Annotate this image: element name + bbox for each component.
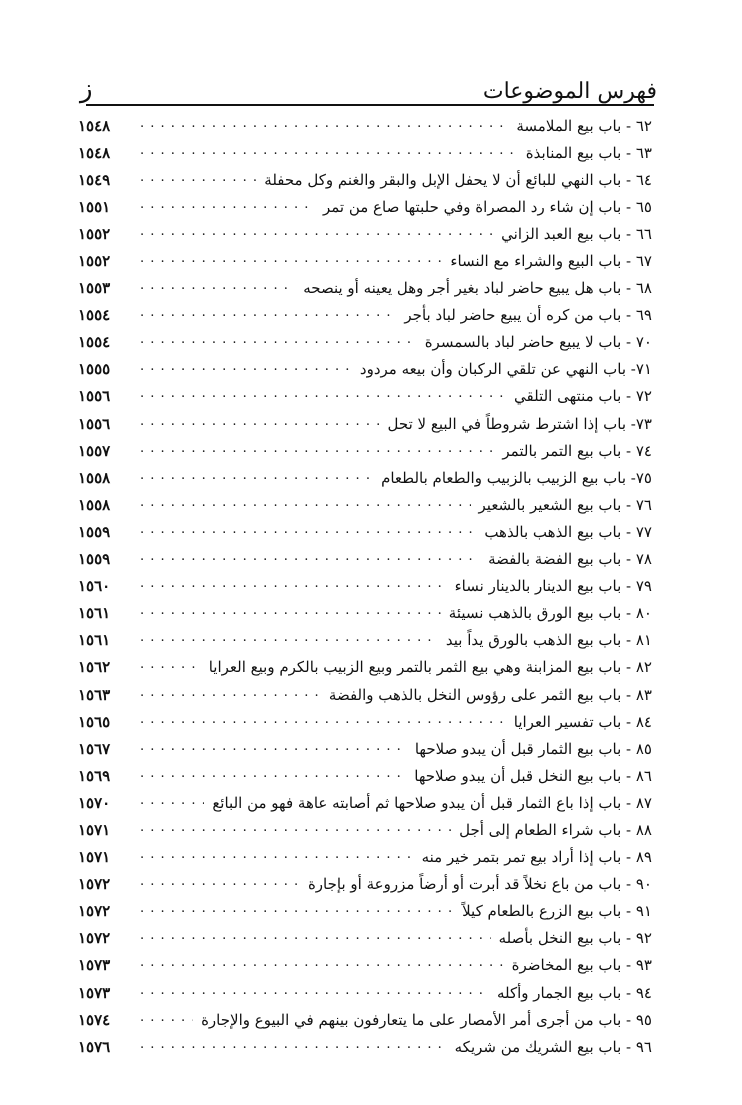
toc-page-number: ١٥٤٨ [78, 116, 111, 135]
toc-row [78, 816, 652, 843]
toc-entry-title: ٦٨ - باب هل يبيع حاضر لباد بغير أجر وهل يعينه أو ينصحه [303, 279, 652, 298]
toc-entry-title: ٩١ - باب بيع الزرع بالطعام كيلاً [462, 902, 652, 921]
toc-entry-title: ٨٣ - باب بيع الثمر على رؤوس النخل بالذهب والفضة [328, 685, 652, 704]
toc-row [78, 898, 652, 925]
dot-leader [140, 687, 321, 703]
toc-entry-title: ٨٠ - باب بيع الورق بالذهب نسيئة [448, 604, 652, 623]
toc-row [78, 166, 652, 193]
toc-entry-title: ٧٨ - باب بيع الفضة بالفضة [488, 550, 652, 569]
dot-leader [140, 1039, 447, 1055]
toc-page-number: ١٥٧٠ [78, 793, 111, 812]
toc-row [78, 627, 652, 654]
toc-row [78, 383, 652, 410]
toc-page-number: ١٥٥٧ [78, 441, 111, 460]
toc-entry-title: ٩٢ - باب بيع النخل بأصله [498, 929, 652, 948]
dot-leader [140, 930, 491, 946]
toc-page-number: ١٥٦٠ [78, 577, 111, 596]
toc-entry-title: ٧١- باب النهي عن تلقي الركبان وأن بيعه مردود [359, 360, 652, 379]
toc-page-number: ١٥٧٦ [78, 1037, 111, 1056]
toc-row [78, 681, 652, 708]
dot-leader [140, 443, 494, 459]
toc-entry-title: ٧٠ - باب لا يبيع حاضر لباد بالسمسرة [424, 333, 652, 352]
dot-leader [140, 714, 506, 730]
dot-leader [140, 253, 442, 269]
dot-leader [140, 849, 414, 865]
toc-page-number: ١٥٦٣ [78, 685, 111, 704]
toc-entry-title: ٧٧ - باب بيع الذهب بالذهب [484, 522, 652, 541]
toc-entry-title: ٦٦ - باب بيع العبد الزاني [501, 224, 652, 243]
dot-leader [140, 307, 396, 323]
toc-row [78, 437, 652, 464]
toc-row [78, 1006, 652, 1033]
toc-page-number: ١٥٦١ [78, 604, 111, 623]
toc-entry-title: ٨٢ - باب بيع المزابنة وهي بيع الثمر بالتمر وبيع الزبيب بالكرم وبيع العرايا [208, 658, 652, 677]
toc-page-number: ١٥٥٨ [78, 468, 111, 487]
toc-row [78, 762, 652, 789]
toc-row [78, 925, 652, 952]
toc-entry-title: ٨٩ - باب إذا أراد بيع تمر بتمر خير منه [421, 848, 652, 867]
toc-page-number: ١٥٧٣ [78, 956, 111, 975]
toc-page-number: ١٥٥٥ [78, 360, 111, 379]
toc-page-number: ١٥٥٦ [78, 387, 111, 406]
dot-leader [140, 578, 447, 594]
toc-entry-title: ٨٥ - باب بيع الثمار قبل أن يبدو صلاحها [414, 739, 652, 758]
toc-page-number: ١٥٥٦ [78, 414, 111, 433]
toc-page-number: ١٥٧٢ [78, 902, 111, 921]
toc-page-number: ١٥٥٨ [78, 495, 111, 514]
toc-row [78, 356, 652, 383]
toc-entry-title: ٩٤ - باب بيع الجمار وأكله [496, 983, 652, 1002]
toc-row [78, 518, 652, 545]
toc-row [78, 1033, 652, 1060]
toc-row [78, 789, 652, 816]
toc-page-number: ١٥٥٤ [78, 333, 111, 352]
toc-row [78, 410, 652, 437]
toc-row [78, 844, 652, 871]
dot-leader [140, 199, 315, 215]
toc-row [78, 546, 652, 573]
dot-leader [140, 388, 506, 404]
toc-entry-title: ٩٦ - باب بيع الشريك من شريكه [454, 1037, 652, 1056]
toc-entry-title: ٨٤ - باب تفسير العرايا [513, 712, 652, 731]
toc-entry-title: ٨٦ - باب بيع النخل قبل أن يبدو صلاحها [414, 766, 652, 785]
dot-leader [140, 524, 476, 540]
dot-leader [140, 497, 471, 513]
toc-entry-title: ٩٣ - باب بيع المخاضرة [511, 956, 652, 975]
toc-row [78, 573, 652, 600]
toc-entry-title: ٦٥ - باب إن شاء رد المصراة وفي حلبتها صاع من تمر [322, 197, 652, 216]
toc-entry-title: ٩٥ - باب من أجرى أمر الأمصار على ما يتعارفون بينهم في البيوع والإجارة [201, 1010, 652, 1029]
toc-row [78, 871, 652, 898]
dot-leader [140, 632, 438, 648]
toc-row [78, 193, 652, 220]
page-header [80, 64, 657, 104]
toc-entry-title: ٧٣- باب إذا اشترط شروطاً في البيع لا تحل [387, 414, 652, 433]
toc-row [78, 329, 652, 356]
dot-leader [140, 1012, 193, 1028]
toc-page-number: ١٥٧٢ [78, 875, 111, 894]
toc-entry-title: ٧٢ - باب منتهى التلقي [514, 387, 652, 406]
toc-entry-title: ٧٩ - باب بيع الدينار بالدينار نساء [454, 577, 652, 596]
toc-row [78, 247, 652, 274]
toc-page-number: ١٥٤٨ [78, 143, 111, 162]
toc-entry-title: ٨٨ - باب شراء الطعام إلى أجل [459, 820, 652, 839]
dot-leader [140, 470, 373, 486]
page-title: فهرس الموضوعات [482, 79, 657, 104]
page-letter: ز [80, 74, 93, 104]
dot-leader [140, 903, 454, 919]
toc-entry-title: ٦٩ - باب من كره أن يبيع حاضر لباد بأجر [404, 306, 652, 325]
toc-row [78, 654, 652, 681]
toc-page-number: ١٥٥١ [78, 197, 111, 216]
dot-leader [140, 551, 480, 567]
dot-leader [140, 226, 493, 242]
toc-page-number: ١٥٥٤ [78, 306, 111, 325]
toc-row [78, 464, 652, 491]
toc-row [78, 491, 652, 518]
toc-row [78, 112, 652, 139]
dot-leader [140, 985, 489, 1001]
toc-page-number: ١٥٤٩ [78, 170, 111, 189]
dot-leader [140, 876, 300, 892]
dot-leader [140, 416, 380, 432]
dot-leader [140, 795, 204, 811]
toc-entry-title: ٧٤ - باب بيع التمر بالتمر [502, 441, 652, 460]
toc-row [78, 275, 652, 302]
toc-entry-title: ٦٢ - باب بيع الملامسة [516, 116, 652, 135]
toc-row [78, 735, 652, 762]
toc-entry-title: ٦٧ - باب البيع والشراء مع النساء [450, 252, 652, 271]
dot-leader [140, 768, 406, 784]
dot-leader [140, 659, 201, 675]
toc-page-number: ١٥٥٢ [78, 252, 111, 271]
dot-leader [140, 145, 518, 161]
dot-leader [140, 334, 417, 350]
toc-page-number: ١٥٦٧ [78, 739, 111, 758]
dot-leader [140, 741, 407, 757]
dot-leader [140, 361, 352, 377]
toc-page-number: ١٥٧١ [78, 820, 111, 839]
toc-page-number: ١٥٦٥ [78, 712, 111, 731]
toc-page-number: ١٥٦١ [78, 631, 111, 650]
toc-entry-title: ٧٦ - باب بيع الشعير بالشعير [478, 495, 652, 514]
dot-leader [140, 822, 451, 838]
toc-page-number: ١٥٦٩ [78, 766, 111, 785]
toc-row [78, 220, 652, 247]
toc-page-number: ١٥٧١ [78, 848, 111, 867]
toc-entry-title: ٩٠ - باب من باع نخلاً قد أبرت أو أرضاً مزروعة أو بإجارة [307, 875, 652, 894]
toc-page-number: ١٥٧٤ [78, 1010, 111, 1029]
toc-entry-title: ٨٧ - باب إذا باع الثمار قبل أن يبدو صلاحها ثم أصابته عاهة فهو من البائع [212, 793, 652, 812]
dot-leader [140, 957, 504, 973]
toc-row [78, 139, 652, 166]
toc-row [78, 600, 652, 627]
toc-page-number: ١٥٥٢ [78, 224, 111, 243]
toc-row [78, 708, 652, 735]
toc-page-number: ١٥٥٣ [78, 279, 111, 298]
toc-page-number: ١٥٧٢ [78, 929, 111, 948]
toc-row [78, 952, 652, 979]
toc-row [78, 979, 652, 1006]
toc-entry-title: ٧٥- باب بيع الزبيب بالزبيب والطعام بالطعام [381, 468, 652, 487]
toc-row [78, 302, 652, 329]
dot-leader [140, 172, 256, 188]
toc-entry-title: ٨١ - باب بيع الذهب بالورق يداً بيد [445, 631, 652, 650]
toc-page-number: ١٥٦٢ [78, 658, 111, 677]
toc-page-number: ١٥٧٣ [78, 983, 111, 1002]
toc-entry-title: ٦٣ - باب بيع المنابذة [525, 143, 652, 162]
dot-leader [140, 605, 441, 621]
dot-leader [140, 280, 295, 296]
toc-page-number: ١٥٥٩ [78, 550, 111, 569]
table-of-contents [78, 112, 652, 1060]
dot-leader [140, 118, 508, 134]
toc-page-number: ١٥٥٩ [78, 522, 111, 541]
toc-entry-title: ٦٤ - باب النهي للبائع أن لا يحفل الإبل والبقر والغنم وكل محفلة [264, 170, 652, 189]
header-rule [86, 104, 654, 106]
